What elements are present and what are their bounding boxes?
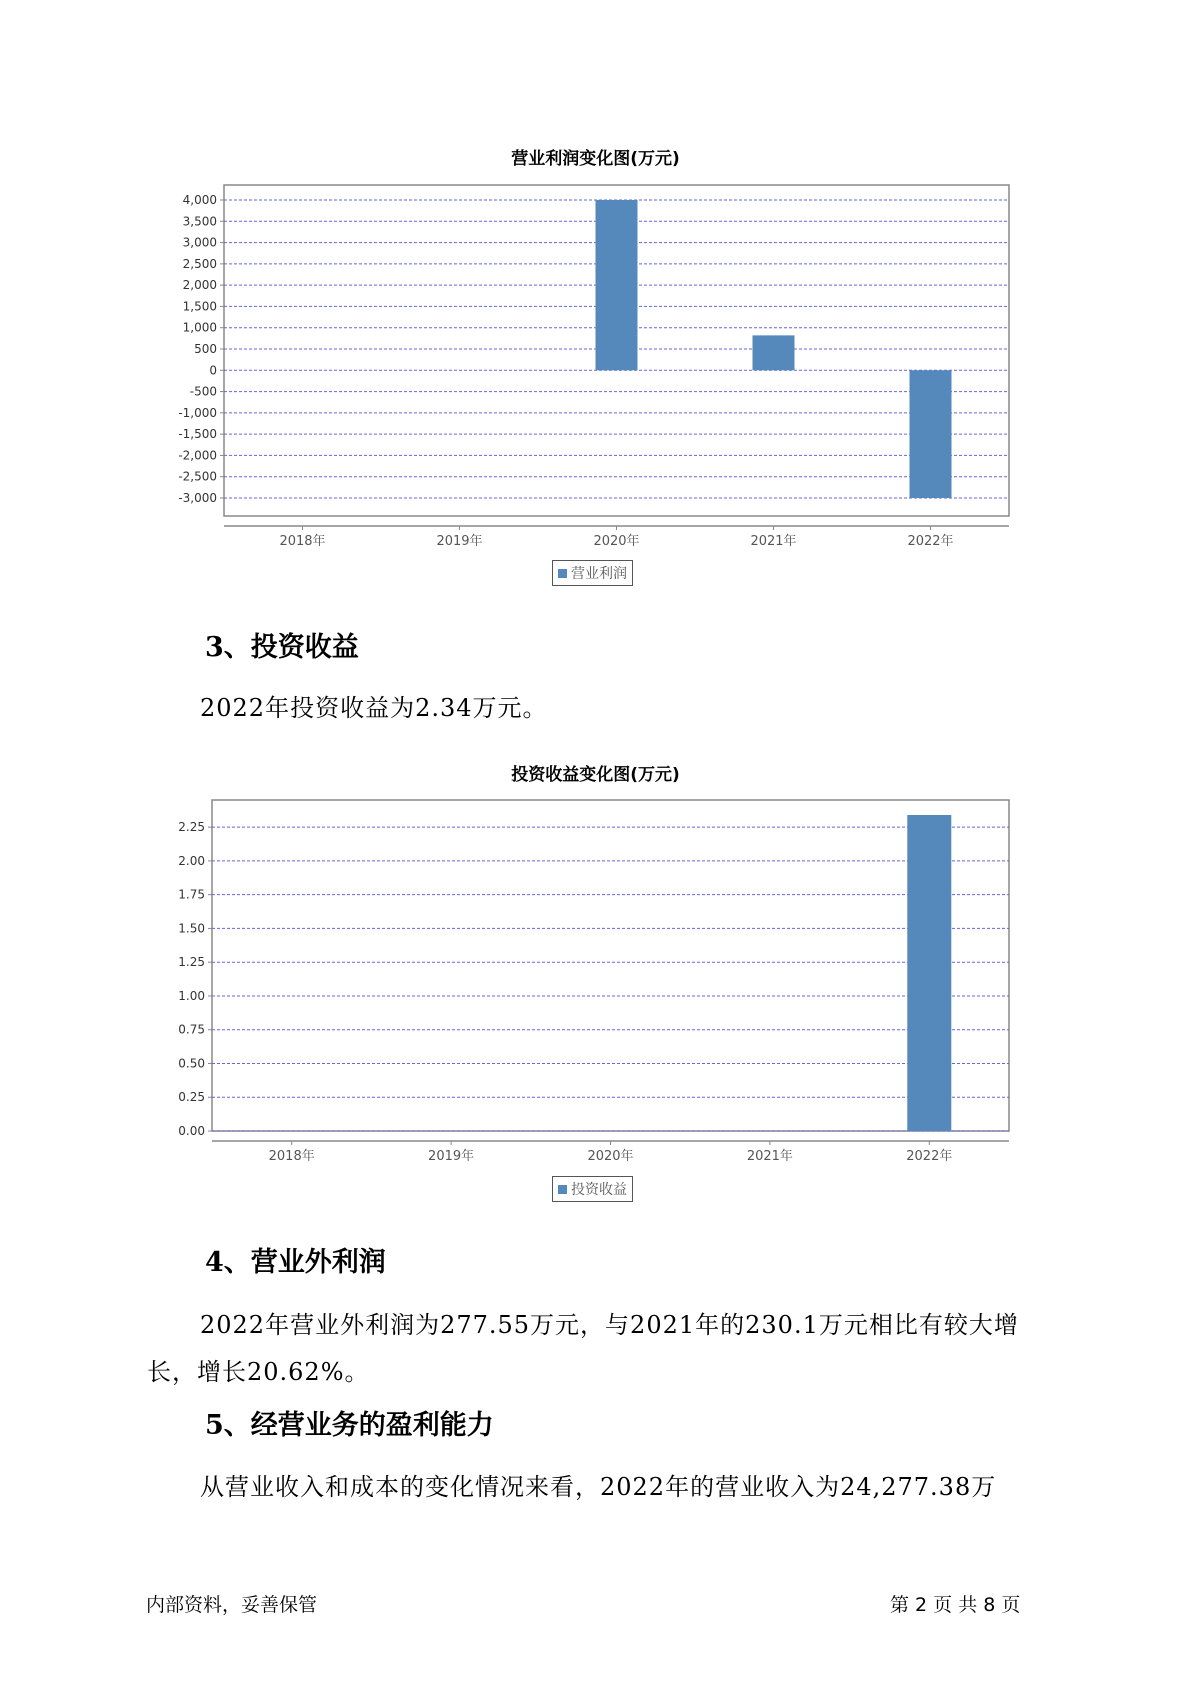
- bar: [907, 815, 951, 1131]
- y-tick-label: -1,500: [178, 427, 217, 442]
- y-tick-label: 2.00: [178, 853, 205, 868]
- bar: [596, 200, 638, 370]
- plot-area: [212, 800, 1009, 1131]
- x-tick-label: 2022年: [907, 534, 954, 549]
- y-tick-label: 0.00: [178, 1124, 205, 1138]
- section-heading-profitability: 5、经营业务的盈利能力: [205, 1410, 494, 1441]
- chart-legend-operating-profit: [552, 560, 633, 586]
- footer-page-number: 第 2 页 共 8 页: [890, 1594, 1021, 1616]
- y-tick-label: -2,000: [178, 448, 217, 463]
- legend-swatch: [558, 1185, 567, 1194]
- y-tick-label: 2,000: [182, 278, 217, 293]
- legend-label: 营业利润: [571, 566, 627, 582]
- y-tick-label: 1,000: [182, 320, 217, 335]
- paragraph-non-operating-line2: 长，增长20.62%。: [147, 1358, 370, 1386]
- y-tick-label: 3,500: [182, 214, 217, 229]
- x-tick-label: 2018年: [268, 1149, 315, 1164]
- y-tick-label: 2,500: [182, 256, 217, 271]
- legend-label: 投资收益: [571, 1182, 627, 1198]
- y-tick-label: 3,000: [182, 235, 217, 250]
- bar: [910, 370, 952, 498]
- y-tick-label: 1.25: [178, 955, 205, 970]
- investment-income-chart: [0, 795, 1191, 1164]
- y-tick-label: 500: [194, 342, 217, 356]
- y-tick-label: -500: [189, 384, 217, 399]
- y-tick-label: 1.50: [178, 921, 205, 936]
- y-tick-label: 2.25: [178, 820, 205, 835]
- y-tick-label: 1.75: [178, 887, 205, 902]
- paragraph-non-operating-line1: 2022年营业外利润为277.55万元，与2021年的230.1万元相比有较大增: [200, 1311, 1019, 1339]
- footer-confidential-note: 内部资料，妥善保管: [146, 1594, 318, 1616]
- x-tick-label: 2021年: [750, 534, 797, 549]
- section-heading-investment-income: 3、投资收益: [205, 632, 359, 663]
- y-tick-label: -2,500: [178, 469, 217, 484]
- paragraph-investment-income: 2022年投资收益为2.34万元。: [200, 694, 548, 722]
- operating-profit-chart: [0, 180, 1191, 549]
- bar: [753, 335, 795, 370]
- y-tick-label: 0: [209, 363, 217, 378]
- chart-title-operating-profit: 营业利润变化图(万元): [511, 149, 680, 169]
- paragraph-profitability-line1: 从营业收入和成本的变化情况来看，2022年的营业收入为24,277.38万: [200, 1473, 997, 1501]
- y-tick-label: -1,000: [178, 405, 217, 420]
- y-tick-label: -3,000: [178, 491, 217, 505]
- y-tick-label: 0.25: [178, 1090, 205, 1105]
- y-tick-label: 4,000: [182, 193, 217, 207]
- x-tick-label: 2019年: [428, 1149, 475, 1164]
- y-tick-label: 1.00: [178, 988, 205, 1003]
- x-tick-label: 2019年: [436, 534, 483, 549]
- x-tick-label: 2018年: [279, 534, 326, 549]
- y-tick-label: 1,500: [182, 299, 217, 314]
- section-heading-non-operating-profit: 4、营业外利润: [205, 1247, 386, 1278]
- x-tick-label: 2022年: [906, 1149, 953, 1164]
- x-tick-label: 2020年: [593, 534, 640, 549]
- x-tick-label: 2021年: [746, 1149, 793, 1164]
- legend-swatch: [558, 569, 567, 578]
- x-tick-label: 2020年: [587, 1149, 634, 1164]
- y-tick-label: 0.50: [178, 1056, 205, 1071]
- chart-title-investment-income: 投资收益变化图(万元): [511, 765, 680, 785]
- y-tick-label: 0.75: [178, 1022, 205, 1037]
- chart-legend-investment-income: [552, 1176, 633, 1202]
